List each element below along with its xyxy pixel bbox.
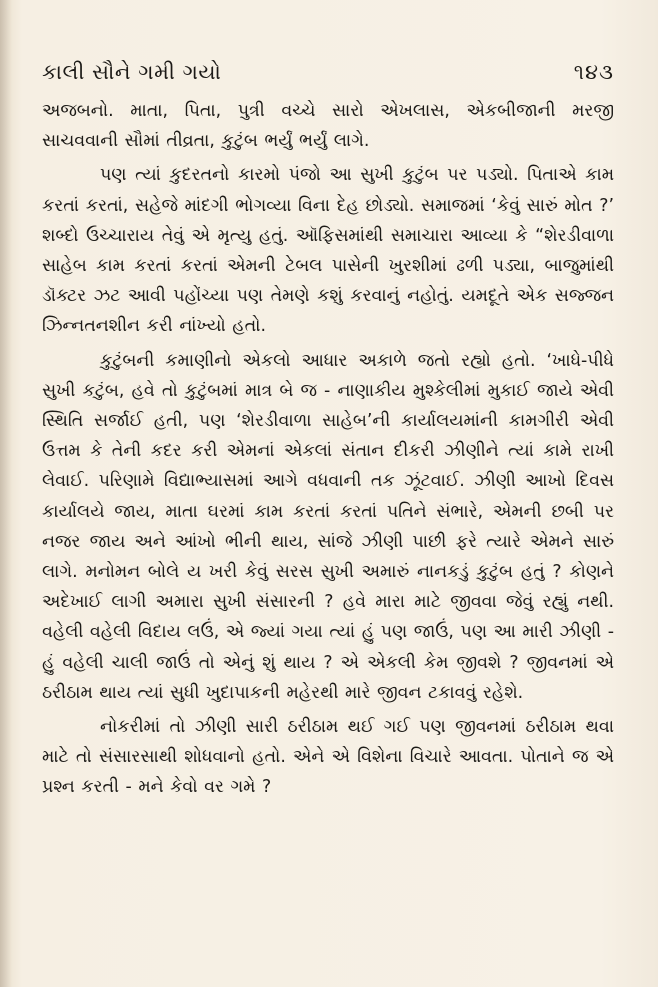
- page-number: ૧૪૩: [573, 59, 614, 84]
- page-header: [42, 56, 614, 88]
- paragraph-2: પણ ત્યાં કુદરતનો કારમો પંજો આ સુખી કુટુંબ પર પડ્યો. પિતાએ કામ કરતાં કરતાં, સહેજે માંદગી ભોગવ્યા વિના દેહ છોડ્યો. સમાજમાં ‘કેવું સારું મોત ?’ શબ્દો ઉચ્ચારાય તેવું એ મૃત્યુ હતું. ઑફિસમાંથી સમાચારા આવ્યા કે “શેરડીવાળા સાહેબ કામ કરતાં કરતાં એમની ટેબલ પાસેની ખુરશીમાં ઢળી પડ્યા, બાજુમાંથી ડૉક્ટર ઝટ આવી પહોંચ્યા પણ તેમણે કશું કરવાનું નહોતું. યમદૂતે એક સજ્જન ઝિન્નતનશીન કરી નાંખ્યો હતો.: [42, 165, 614, 337]
- running-title: કાલી સૌને ગમી ગયો: [42, 59, 222, 84]
- page-body: [42, 96, 614, 807]
- binding-shadow: [0, 0, 12, 987]
- paragraph-4: નોકરીમાં તો ઝીણી સારી ઠરીઠામ થઈ ગઈ પણ જીવનમાં ઠરીઠામ થવા માટે તો સંસારસાથી શોધવાનો હતો. એને એ વિશેના વિચારે આવતા. પોતાને જ એ પ્રશ્ન કરતી - મને કેવો વર ગમે ?: [42, 717, 614, 798]
- paragraph-1: અજબનો. માતા, પિતા, પુત્રી વચ્ચે સારો એખલાસ, એકબીજાની મરજી સાચવવાની સૌમાં તીવ્રતા, કુટુંબ ભર્યું ભર્યું લાગે.: [42, 101, 614, 152]
- paragraph-3: કુટુંબની કમાણીનો એકલો આધાર અકાળે જતો રહ્યો હતો. ‘ખાધે-પીધે સુખી કટુંબ, હવે તો કુટુંબમાં માત્ર બે જ - નાણાકીય મુશ્કેલીમાં મુકાઈ જાયે એવી સ્થિતિ સર્જાઈ હતી, પણ ‘શેરડીવાળા સાહેબ’ની કાર્યાલયમાંની કામગીરી એવી ઉત્તમ કે તેની કદર કરી એમનાં એકલાં સંતાન દીકરી ઝીણીને ત્યાં કામે રાખી લેવાઈ. પરિણામે વિદ્યાભ્યાસમાં આગે વધવાની તક ઝૂંટવાઈ. ઝીણી આખો દિવસ કાર્યાલયે જાય, માતા ઘરમાં કામ કરતાં કરતાં પતિને સંભારે, એમની છબી પર નજર જાય અને આંખો ભીની થાય, સાંજે ઝીણી પાછી ફરે ત્યારે એમને સારું લાગે. મનોમન બોલે ય ખરી કેવું સરસ સુખી અમારું નાનકડું કુટુંબ હતું ? કોણને અદેખાઈ લાગી અમારા સુખી સંસારની ? હવે મારા માટે જીવવા જેવું રહ્યું નથી. વહેલી વહેલી વિદાય લઉં, એ જ્યાં ગયા ત્યાં હું પણ જાઉં, પણ આ મારી ઝીણી - હું વહેલી ચાલી જાઉં તો એનું શું થાય ? એ એકલી કેમ જીવશે ? જીવનમાં એ ઠરીઠામ થાય ત્યાં સુધી ખુદાપાકની મહેરથી મારે જીવન ટકાવવું રહેશે.: [42, 350, 614, 703]
